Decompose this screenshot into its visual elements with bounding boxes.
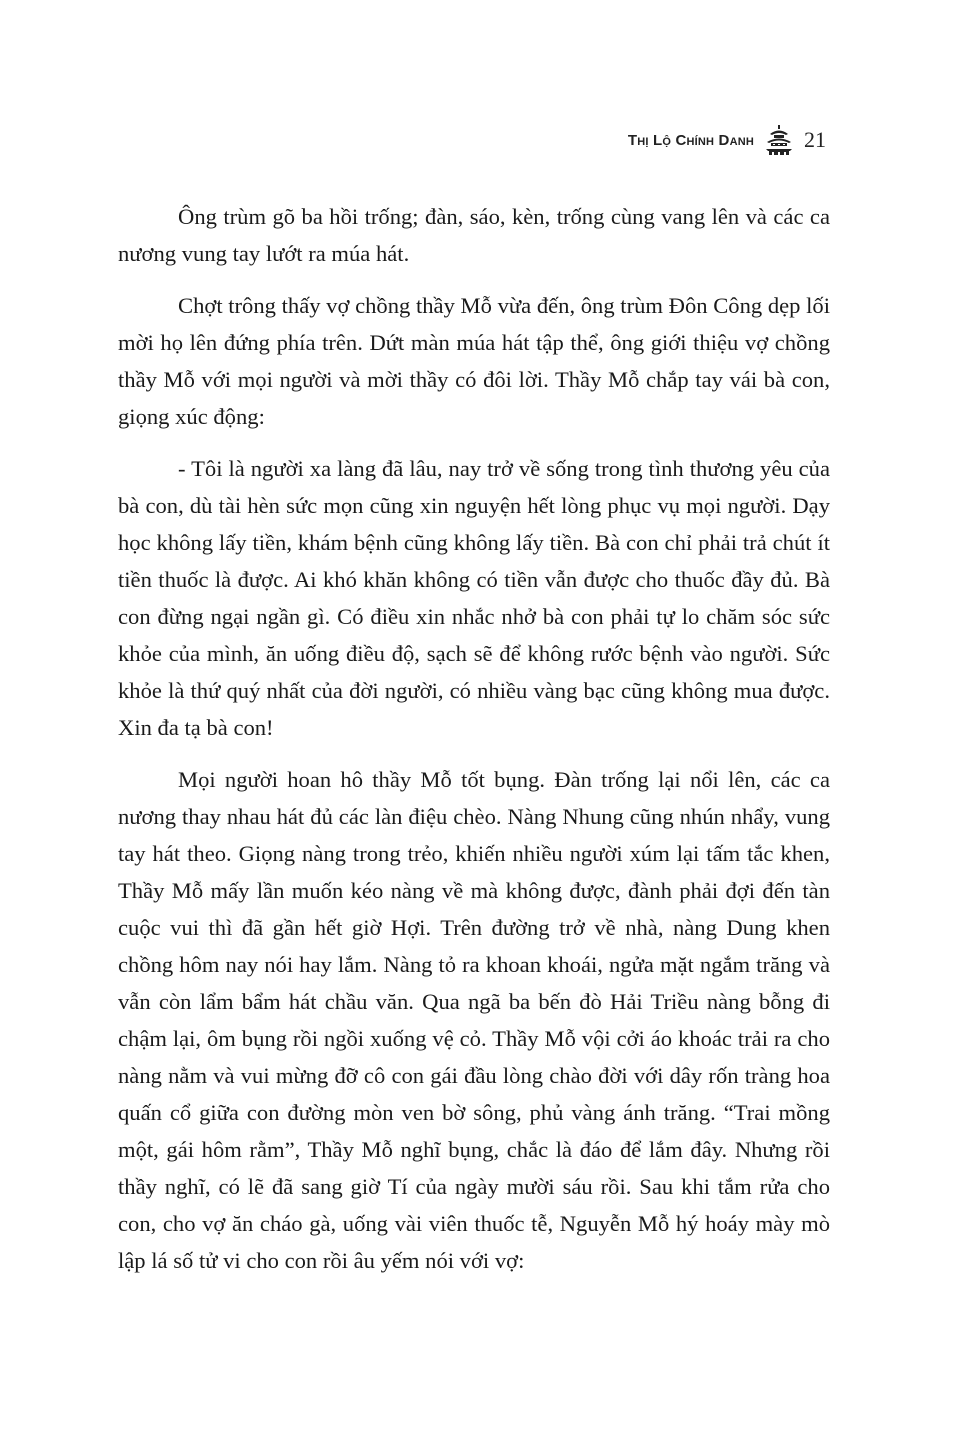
- running-title: Thị Lộ Chính Danh: [627, 131, 754, 149]
- page-number: 21: [804, 127, 826, 152]
- paragraph: Mọi người hoan hô thầy Mỗ tốt bụng. Đàn trống lại nổi lên, các ca nương thay nhau hát đủ các làn điệu chèo. Nàng Nhung cũng nhún nhẩy, vung tay hát theo. Giọng nàng trong trẻo, khiến nhiều người xúm lại tấm tắc khen, Thầy Mỗ mấy lần muốn kéo nàng về mà không được, đành phải đợi đến tàn cuộc vui thì đã gần hết giờ Hợi. Trên đường trở về nhà, nàng Dung khen chồng hôm nay nói hay lắm. Nàng tỏ ra khoan khoái, ngửa mặt ngắm trăng và vẫn còn lẩm bẩm hát chầu văn. Qua ngã ba bến đò Hải Triều nàng bỗng đi chậm lại, ôm bụng rồi ngồi xuống vệ cỏ. Thầy Mỗ vội cởi áo khoác trải ra cho nàng nằm và vui mừng đỡ cô con gái đầu lòng chào đời với dây rốn tràng hoa quấn cổ giữa con đường mòn ven bờ sông, phủ vàng ánh trăng. “Trai mồng một, gái hôm rằm”, Thầy Mỗ nghĩ bụng, chắc là đáo để lắm đây. Nhưng rồi thầy nghĩ, có lẽ đã sang giờ Tí của ngày mười sáu rồi. Sau khi tắm rửa cho con, cho vợ ăn cháo gà, uống vài viên thuốc tễ, Nguyễn Mỗ hý hoáy mày mò lập lá số tử vi cho con rồi âu yếm nói với vợ:: [118, 767, 830, 1273]
- paragraph: Chợt trông thấy vợ chồng thầy Mỗ vừa đến, ông trùm Đôn Công dẹp lối mời họ lên đứng phía trên. Dứt màn múa hát tập thể, ông giới thiệu vợ chồng thầy Mỗ với mọi người và mời thầy có đôi lời. Thầy Mỗ chắp tay vái bà con, giọng xúc động:: [118, 293, 830, 429]
- pagoda-icon: [766, 125, 792, 155]
- body-text: [118, 198, 830, 1294]
- paragraph: - Tôi là người xa làng đã lâu, nay trở về sống trong tình thương yêu của bà con, dù tài hèn sức mọn cũng xin nguyện hết lòng phục vụ mọi người. Dạy học không lấy tiền, khám bệnh cũng không lấy tiền. Bà con chỉ phải trả chút ít tiền thuốc là được. Ai khó khăn không có tiền vẫn được cho thuốc đầy đủ. Bà con đừng ngại ngần gì. Có điều xin nhắc nhở bà con phải tự lo chăm sóc sức khỏe của mình, ăn uống điều độ, sạch sẽ để không rước bệnh vào người. Sức khỏe là thứ quý nhất của đời người, có nhiều vàng bạc cũng không mua được. Xin đa tạ bà con!: [118, 456, 830, 740]
- paragraph: Ông trùm gõ ba hồi trống; đàn, sáo, kèn, trống cùng vang lên và các ca nương vung tay lướt ra múa hát.: [118, 204, 830, 266]
- running-header: [628, 122, 826, 158]
